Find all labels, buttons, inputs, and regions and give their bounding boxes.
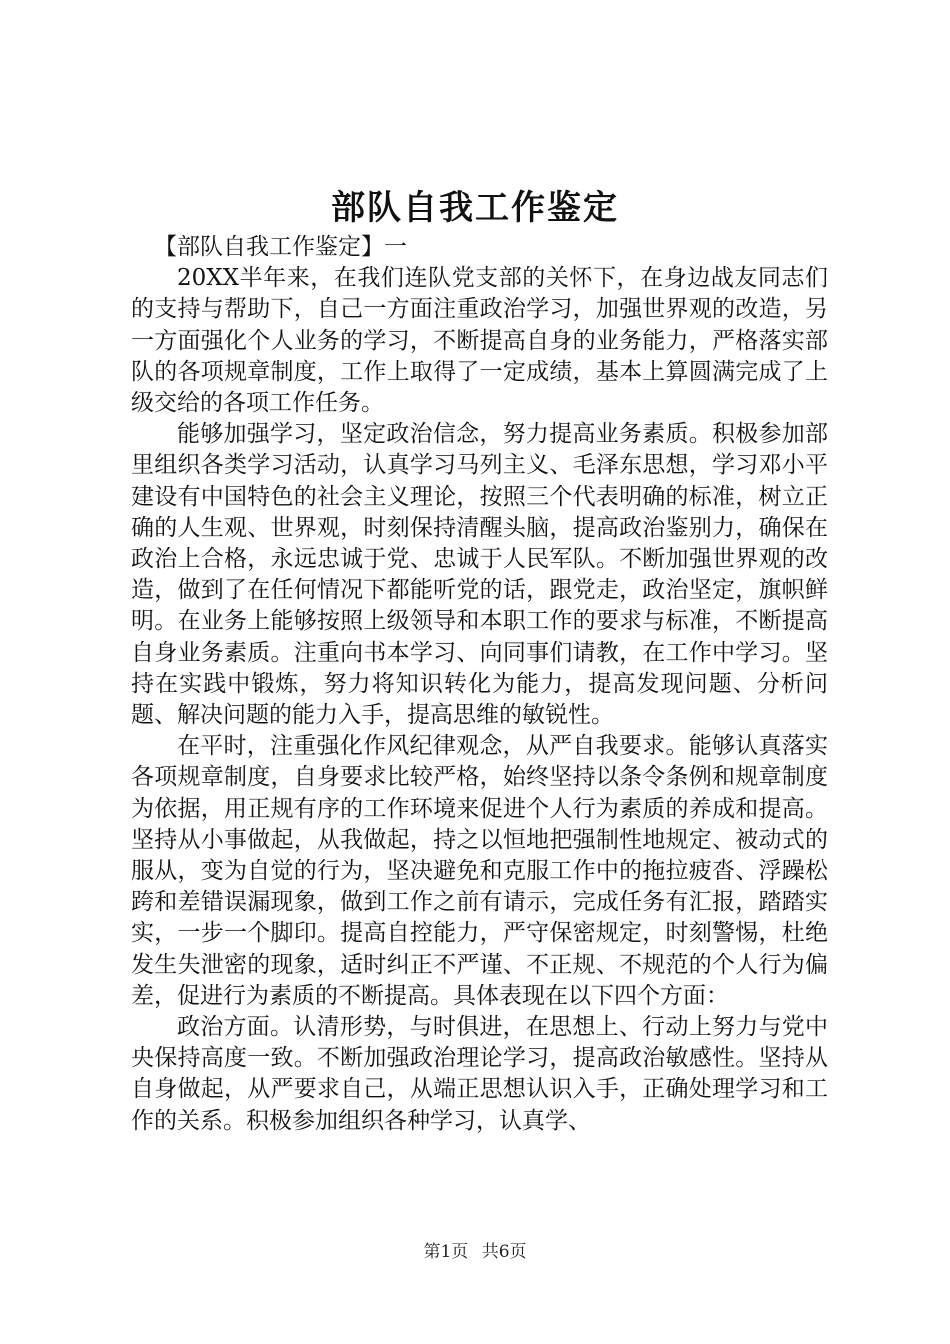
page-footer bbox=[0, 1240, 950, 1264]
paragraph-2: 能够加强学习，坚定政治信念，努力提高业务素质。积极参加部里组织各类学习活动，认真学习马列主义、毛泽东思想，学习邓小平建设有中国特色的社会主义理论，按照三个代表明确的标准，树立正确的人生观、世界观，时刻保持清醒头脑，提高政治鉴别力，确保在政治上合格，永远忠诚于党、忠诚于人民军队。不断加强世界观的改造，做到了在任何情况下都能听党的话，跟党走，政治坚定，旗帜鲜明。在业务上能够按照上级领导和本职工作的要求与标准，不断提高自身业务素质。注重向书本学习、向同事们请教，在工作中学习。坚持在实践中锻炼，努力将知识转化为能力，提高发现问题、分析问题、解决问题的能力入手，提高思维的敏锐性。 bbox=[131, 421, 828, 729]
paragraph-1: 20XX半年来，在我们连队党支部的关怀下，在身边战友同志们的支持与帮助下，自己一方面注重政治学习，加强世界观的改造，另一方面强化个人业务的学习，不断提高自身的业务能力，严格落实部队的各项规章制度，工作上取得了一定成绩，基本上算圆满完成了上级交给的各项工作任务。 bbox=[131, 265, 828, 417]
section-subhead: 【部队自我工作鉴定】一 bbox=[154, 234, 407, 260]
document-body bbox=[131, 232, 828, 1137]
page-total: 共6页 bbox=[481, 1242, 527, 1262]
document-title: 部队自我工作鉴定 bbox=[331, 188, 619, 228]
paragraph-4: 政治方面。认清形势，与时俱进，在思想上、行动上努力与党中央保持高度一致。不断加强政治理论学习，提高政治敏感性。坚持从自身做起，从严要求自己，从端正思想认识入手，正确处理学习和工作的关系。积极参加组织各种学习，认真学、 bbox=[131, 1014, 828, 1134]
page-number: 第1页 bbox=[423, 1242, 469, 1262]
paragraph-3: 在平时，注重强化作风纪律观念，从严自我要求。能够认真落实各项规章制度，自身要求比较严格，始终坚持以条令条例和规章制度为依据，用正规有序的工作环境来促进个人行为素质的养成和提高。坚持从小事做起，从我做起，持之以恒地把强制性地规定、被动式的服从，变为自觉的行为，坚决避免和克服工作中的拖拉疲沓、浮躁松跨和差错误漏现象，做到工作之前有请示，完成任务有汇报，踏踏实实，一步一个脚印。提高自控能力，严守保密规定，时刻警惕，杜绝发生失泄密的现象，适时纠正不严谨、不正规、不规范的个人行为偏差，促进行为素质的不断提高。具体表现在以下四个方面： bbox=[131, 733, 828, 1009]
